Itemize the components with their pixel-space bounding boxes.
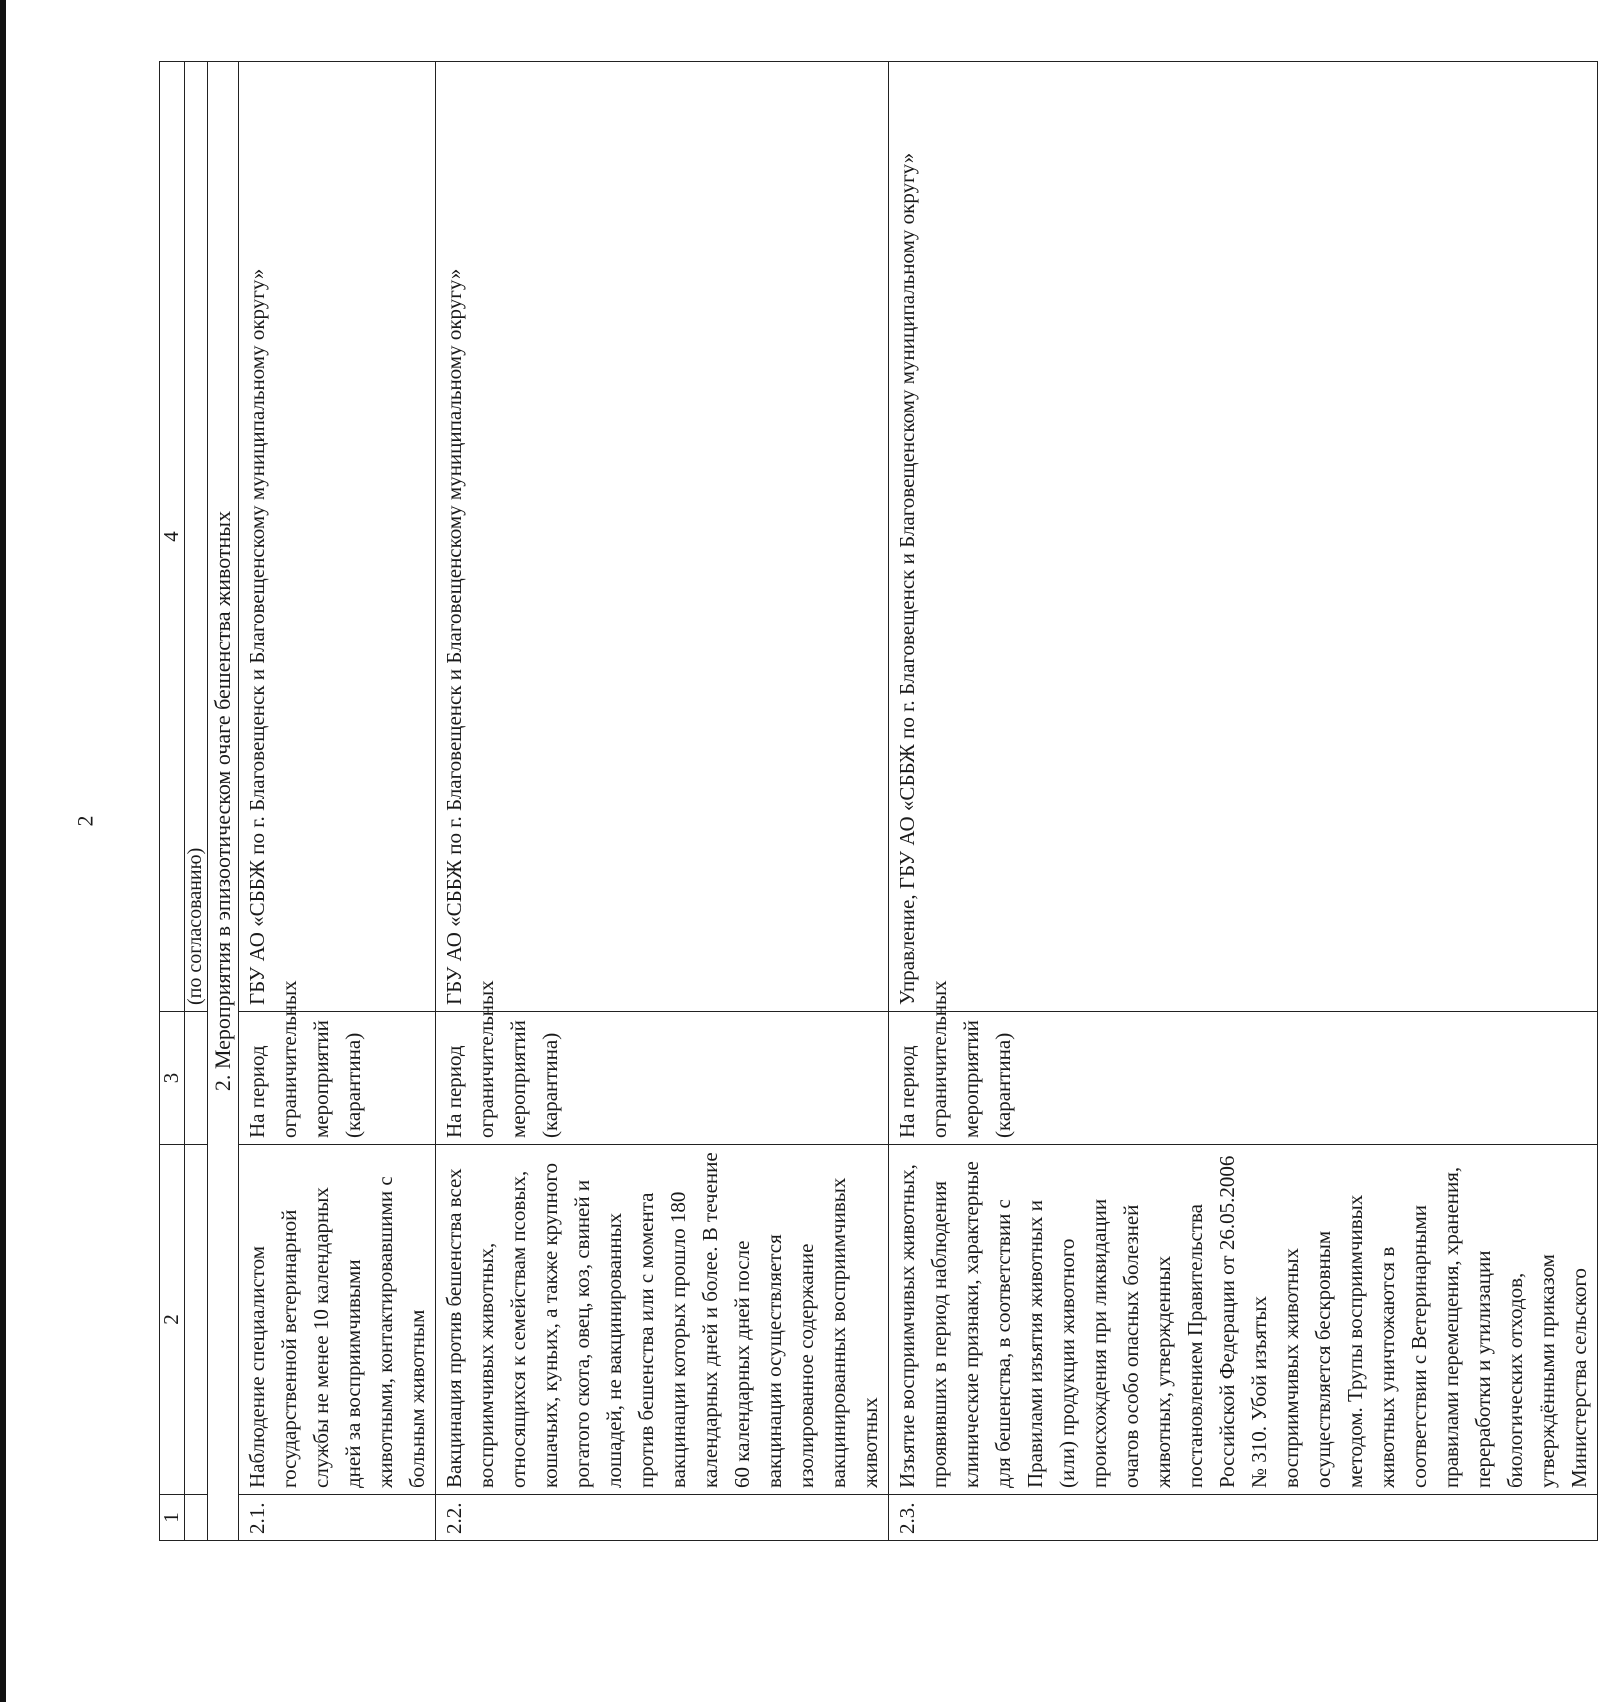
scan-edge	[0, 0, 6, 1702]
measures-table	[159, 61, 1598, 1541]
row-activity: Наблюдение специалистом государственной ветеринарной службы не менее 10 календарных дней за восприимчивыми животными, контактировавшими с больным животным	[239, 1145, 436, 1495]
empty-cell	[185, 1012, 208, 1145]
row-period: На период ограничительных мероприятий (карантина)	[889, 1012, 1598, 1145]
row-responsible: Управление, ГБУ АО «СББЖ по г. Благовещенск и Благовещенскому муниципальному округу»	[889, 62, 1598, 1012]
header-col-1: 1	[160, 1495, 185, 1541]
header-col-3: 3	[160, 1012, 185, 1145]
section-row	[208, 62, 239, 1541]
row-number: 2.1.	[239, 1495, 436, 1541]
row-responsible: ГБУ АО «СББЖ по г. Благовещенск и Благовещенскому муниципальному округу»	[239, 62, 436, 1012]
row-activity: Вакцинация против бешенства всех восприимчивых животных, относящихся к семействам псовых, кошачьих, куньих, а также крупного рогатого скота, овец, коз, свиней и лошадей, не вакцинированных против бешенства или с момента вакцинации которых прошло 180 календарных дней и более. В течение 60 календарных дней после вакцинации осуществляется изолированное содержание вакцинированных восприимчивых животных	[436, 1145, 889, 1495]
empty-cell	[185, 1145, 208, 1495]
row-number: 2.3.	[889, 1495, 1598, 1541]
section-title: 2. Мероприятия в эпизоотическом очаге бешенства животных	[208, 62, 239, 1541]
agreement-note: (по согласованию)	[185, 62, 208, 1012]
empty-cell	[185, 1495, 208, 1541]
row-number: 2.2.	[436, 1495, 889, 1541]
header-col-4: 4	[160, 62, 185, 1012]
table-row	[239, 62, 436, 1541]
row-period: На период ограничительных мероприятий (карантина)	[436, 1012, 889, 1145]
row-period: На период ограничительных мероприятий (карантина)	[239, 1012, 436, 1145]
table-row	[436, 62, 889, 1541]
row-activity: Изъятие восприимчивых животных, проявивших в период наблюдения клинические признаки, характерные для бешенства, в соответствии с Правилами изъятия животных и (или) продукции животного происхождения при ликвидации очагов особо опасных болезней животных, утвержденных постановлением Правительства Российской Федерации от 26.05.2006 № 310. Убой изъятых восприимчивых животных осуществляется бескровным методом. Трупы восприимчивых животных уничтожаются в соответствии с Ветеринарными правилами перемещения, хранения, переработки и утилизации биологических отходов, утверждёнными приказом Министерства сельского	[889, 1145, 1598, 1495]
page-number: 2	[72, 815, 98, 827]
row-responsible: ГБУ АО «СББЖ по г. Благовещенск и Благовещенскому муниципальному округу»	[436, 62, 889, 1012]
header-row	[160, 62, 185, 1541]
rotated-table-wrapper	[159, 61, 1591, 1541]
table-row	[889, 62, 1598, 1541]
agreement-row	[185, 62, 208, 1541]
header-col-2: 2	[160, 1145, 185, 1495]
